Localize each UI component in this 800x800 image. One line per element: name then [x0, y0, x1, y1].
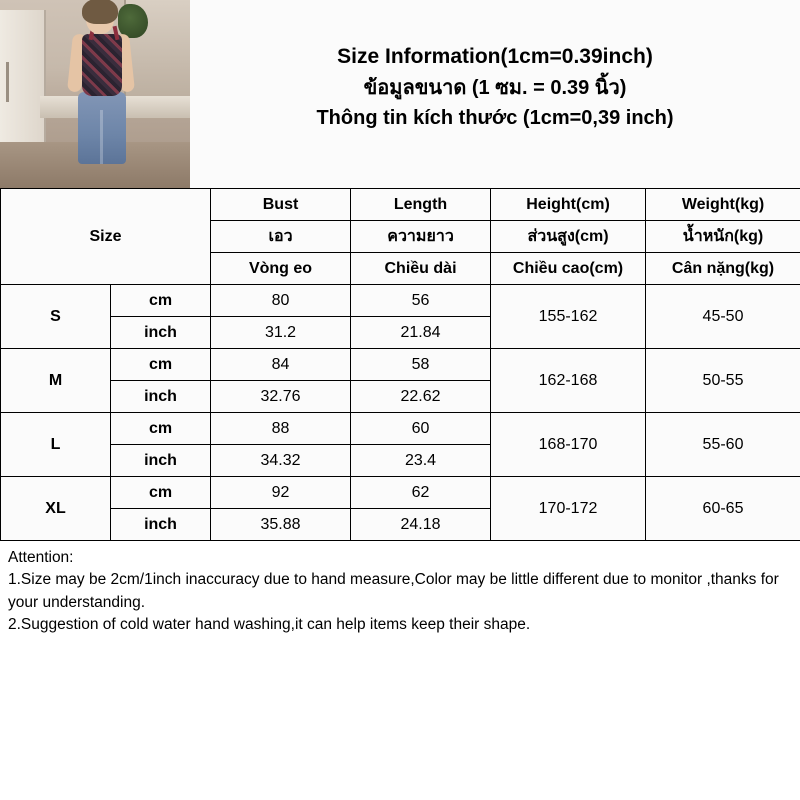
cell-length-inch-m: 22.62	[351, 381, 491, 413]
column-header-height-en: Height(cm)	[491, 189, 646, 221]
column-header-length-th: ความยาว	[351, 221, 491, 253]
row-size-xl: XL	[1, 477, 111, 541]
cell-length-cm-m: 58	[351, 349, 491, 381]
column-header-bust-th: เอว	[211, 221, 351, 253]
row-unit-cm: cm	[111, 413, 211, 445]
cell-height-m: 162-168	[491, 349, 646, 413]
column-header-weight-vi: Cân nặng(kg)	[646, 253, 800, 285]
row-unit-cm: cm	[111, 477, 211, 509]
size-table	[0, 188, 800, 541]
photo-model-jeans	[78, 92, 126, 164]
cell-bust-cm-l: 88	[211, 413, 351, 445]
column-header-bust-en: Bust	[211, 189, 351, 221]
row-unit-cm: cm	[111, 349, 211, 381]
title-english: Size Information(1cm=0.39inch)	[337, 45, 653, 69]
column-header-height-vi: Chiều cao(cm)	[491, 253, 646, 285]
table-row	[1, 349, 800, 381]
photo-fridge	[0, 10, 46, 160]
cell-height-xl: 170-172	[491, 477, 646, 541]
cell-weight-l: 55-60	[646, 413, 800, 477]
cell-bust-cm-m: 84	[211, 349, 351, 381]
table-header-row-en	[1, 189, 800, 221]
row-unit-inch: inch	[111, 317, 211, 349]
column-header-length-vi: Chiều dài	[351, 253, 491, 285]
table-row	[1, 413, 800, 445]
cell-weight-xl: 60-65	[646, 477, 800, 541]
attention-line-1: 1.Size may be 2cm/1inch inaccuracy due to hand measure,Color may be little different due to monitor ,thanks for your understanding.	[8, 571, 779, 611]
column-header-length-en: Length	[351, 189, 491, 221]
photo-model-hair	[82, 0, 118, 24]
cell-bust-inch-m: 32.76	[211, 381, 351, 413]
header-titles	[190, 0, 800, 188]
row-unit-inch: inch	[111, 381, 211, 413]
cell-length-cm-l: 60	[351, 413, 491, 445]
cell-bust-inch-s: 31.2	[211, 317, 351, 349]
cell-length-inch-xl: 24.18	[351, 509, 491, 541]
title-thai: ข้อมูลขนาด (1 ซม. = 0.39 นิ้ว)	[363, 76, 627, 99]
cell-weight-s: 45-50	[646, 285, 800, 349]
attention-heading: Attention:	[8, 549, 74, 566]
title-vietnamese: Thông tin kích thước (1cm=0,39 inch)	[316, 106, 674, 129]
size-header-cell: Size	[1, 189, 211, 285]
cell-bust-inch-l: 34.32	[211, 445, 351, 477]
attention-line-2: 2.Suggestion of cold water hand washing,it can help items keep their shape.	[8, 616, 531, 634]
row-unit-inch: inch	[111, 509, 211, 541]
row-size-m: M	[1, 349, 111, 413]
column-header-weight-en: Weight(kg)	[646, 189, 800, 221]
row-size-s: S	[1, 285, 111, 349]
cell-bust-inch-xl: 35.88	[211, 509, 351, 541]
cell-bust-cm-xl: 92	[211, 477, 351, 509]
row-unit-inch: inch	[111, 445, 211, 477]
header	[0, 0, 800, 188]
model-photo	[0, 0, 190, 188]
cell-weight-m: 50-55	[646, 349, 800, 413]
photo-model-camisole	[82, 34, 122, 96]
cell-height-l: 168-170	[491, 413, 646, 477]
row-size-l: L	[1, 413, 111, 477]
cell-height-s: 155-162	[491, 285, 646, 349]
cell-length-inch-l: 23.4	[351, 445, 491, 477]
attention-section	[0, 541, 800, 637]
photo-plant	[118, 4, 148, 38]
cell-length-cm-xl: 62	[351, 477, 491, 509]
column-header-height-th: ส่วนสูง(cm)	[491, 221, 646, 253]
table-row	[1, 477, 800, 509]
column-header-weight-th: น้ำหนัก(kg)	[646, 221, 800, 253]
row-unit-cm: cm	[111, 285, 211, 317]
table-row	[1, 285, 800, 317]
cell-length-cm-s: 56	[351, 285, 491, 317]
cell-length-inch-s: 21.84	[351, 317, 491, 349]
column-header-bust-vi: Vòng eo	[211, 253, 351, 285]
cell-bust-cm-s: 80	[211, 285, 351, 317]
